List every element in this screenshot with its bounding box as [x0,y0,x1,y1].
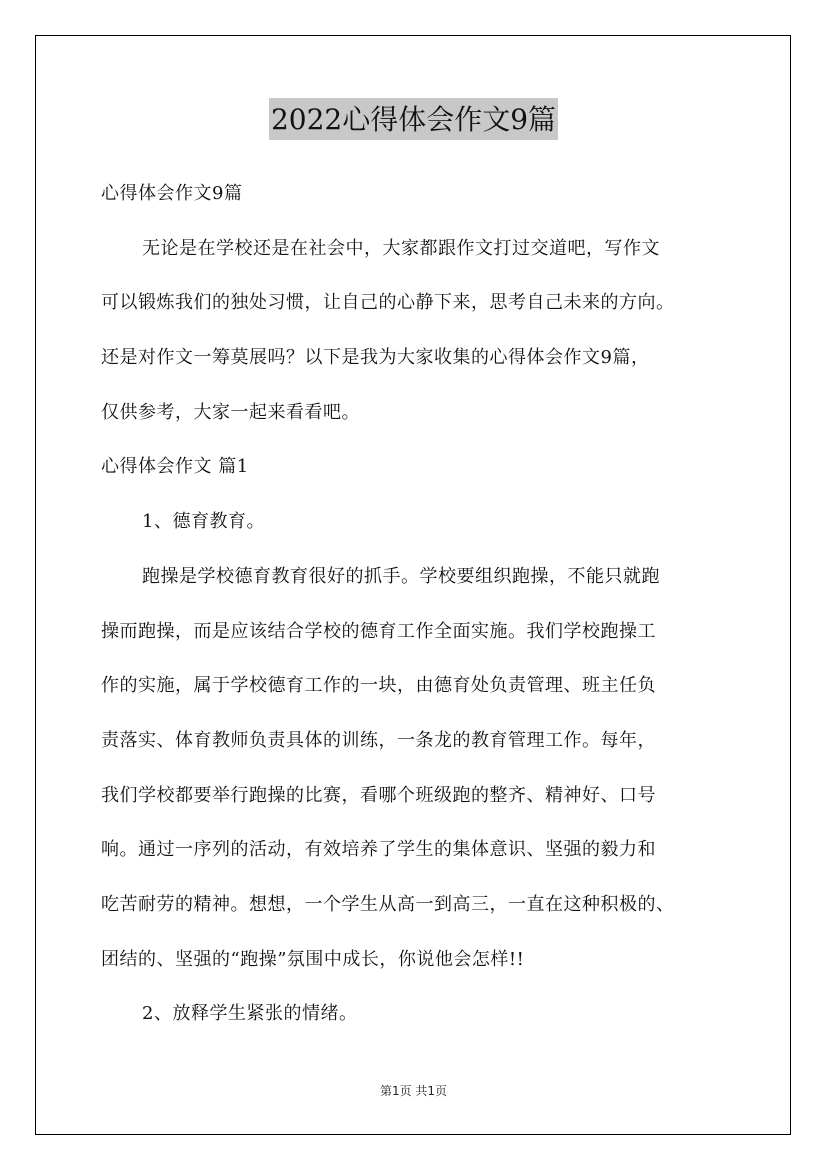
document-title: 2022心得体会作文9篇 [269,98,558,140]
paragraph-line: 可以锻炼我们的独处习惯，让自己的心静下来，思考自己未来的方向。 [101,292,675,314]
numbered-item: 1、德育教育。 [142,511,265,533]
page-footer: 第1页 共1页 [379,1084,448,1098]
paragraph-line: 还是对作文一筹莫展吗？以下是我为大家收集的心得体会作文9篇， [101,347,650,369]
paragraph-line: 责落实、体育教师负责具体的训练，一条龙的教育管理工作。每年， [101,729,656,751]
document-title-container [0,98,827,140]
paragraph-line: 作的实施，属于学校德育工作的一块，由德育处负责管理、班主任负 [101,675,656,697]
paragraph-line: 跑操是学校德育教育很好的抓手。学校要组织跑操，不能只就跑 [142,565,660,587]
paragraph-line: 吃苦耐劳的精神。想想，一个学生从高一到高三，一直在这种积极的、 [101,893,675,915]
paragraph-line: 团结的、坚强的“跑操”氛围中成长，你说他会怎样!! [101,948,525,970]
paragraph-line: 无论是在学校还是在社会中，大家都跟作文打过交道吧，写作文 [142,237,660,259]
paragraph-line: 仅供参考，大家一起来看看吧。 [101,401,360,423]
numbered-item: 2、放释学生紧张的情绪。 [142,1003,358,1025]
document-body [101,176,731,1051]
section-heading: 心得体会作文 篇1 [101,456,249,478]
paragraph-line: 我们学校都要举行跑操的比赛，看哪个班级跑的整齐、精神好、口号 [101,784,656,806]
section-heading: 心得体会作文9篇 [101,183,243,204]
paragraph-line: 操而跑操，而是应该结合学校的德育工作全面实施。我们学校跑操工 [101,620,656,642]
paragraph-line: 响。通过一序列的活动，有效培养了学生的集体意识、坚强的毅力和 [101,839,656,861]
